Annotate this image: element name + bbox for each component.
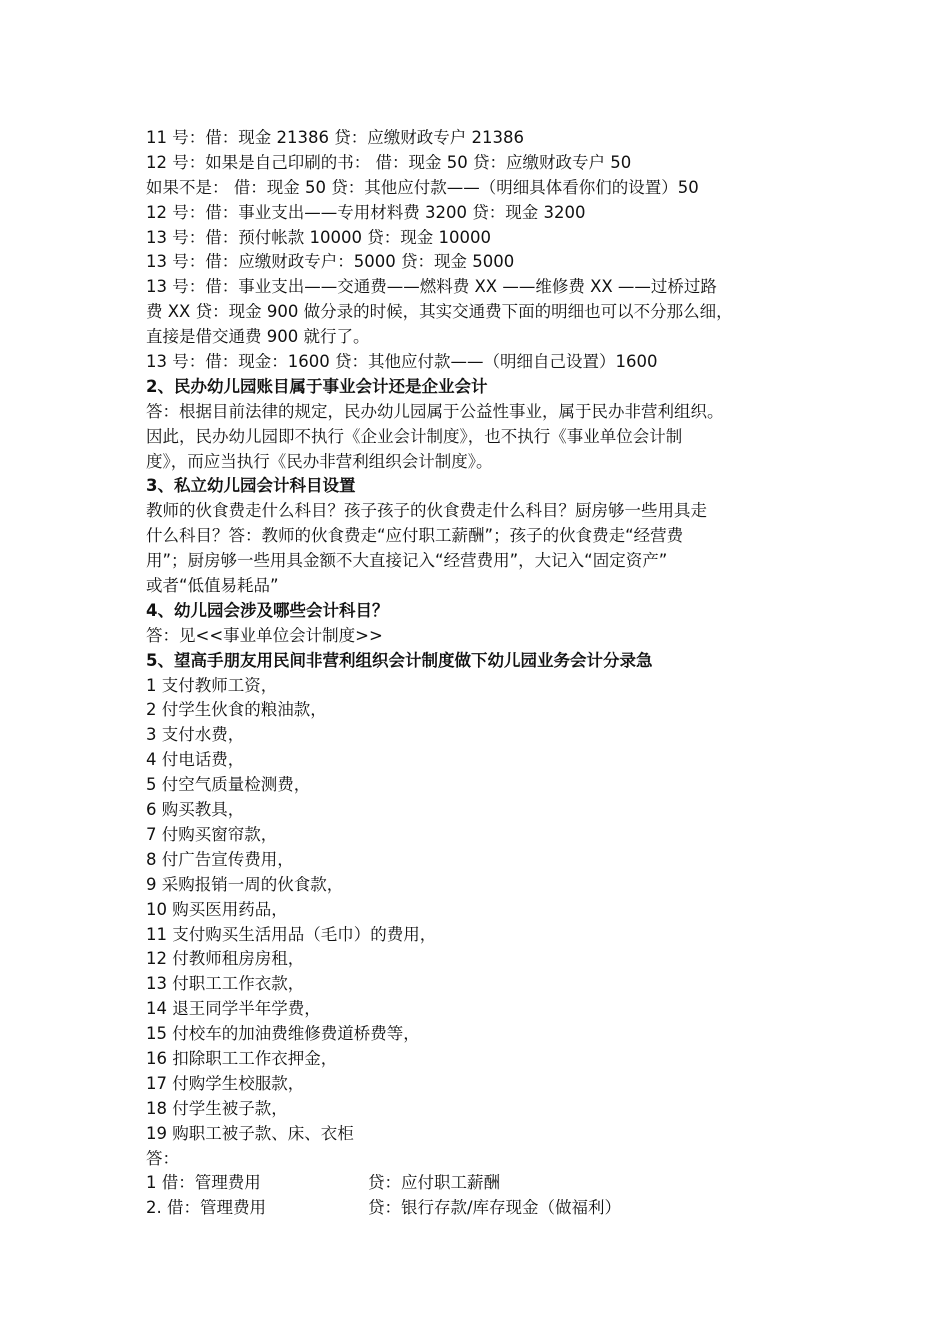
debit-text: 2. 借：管理费用 bbox=[146, 1198, 266, 1218]
list-item: 11 支付购买生活用品（毛巾）的费用， bbox=[146, 924, 437, 944]
list-item: 19 购职工被子款、床、衣柜 bbox=[146, 1123, 354, 1143]
list-item: 8 付广告宣传费用， bbox=[146, 849, 294, 869]
text-line: 答：见<<事业单位会计制度>> bbox=[146, 625, 383, 645]
list-item: 15 付校车的加油费维修费道桥费等， bbox=[146, 1024, 420, 1044]
text-line: 11 号：借：现金 21386 贷：应缴财政专户 21386 bbox=[146, 128, 524, 147]
list-item: 1 支付教师工资， bbox=[146, 675, 278, 695]
text-line: 13 号：借：事业支出——交通费——燃料费 XX ——维修费 XX ——过桥过路 bbox=[146, 277, 717, 297]
text-line: 或者“低值易耗品” bbox=[146, 576, 279, 596]
section-heading: 5、望高手朋友用民间非营利组织会计制度做下幼儿园业务会计分录急 bbox=[146, 650, 653, 670]
list-item: 2 付学生伙食的粮油款， bbox=[146, 700, 327, 720]
text-line: 费 XX 贷：现金 900 做分录的时候，其实交通费下面的明细也可以不分那么细， bbox=[146, 302, 733, 322]
text-line: 用”；厨房够一些用具金额不大直接记入“经营费用”，大记入“固定资产” bbox=[146, 551, 668, 571]
text-line: 什么科目？答：教师的伙食费走“应付职工薪酬”；孩子的伙食费走“经营费 bbox=[146, 526, 684, 546]
text-line: 13 号：借：应缴财政专户：5000 贷：现金 5000 bbox=[146, 252, 515, 272]
section-heading: 2、民办幼儿园账目属于事业会计还是企业会计 bbox=[146, 376, 488, 396]
list-item: 6 购买教具， bbox=[146, 800, 245, 820]
text-line: 13 号：借：现金：1600 贷：其他应付款——（明细自己设置）1600 bbox=[146, 352, 658, 372]
list-item: 10 购买医用药品， bbox=[146, 899, 288, 919]
text-line: 12 号：借：事业支出——专用材料费 3200 贷：现金 3200 bbox=[146, 202, 586, 222]
list-item: 9 采购报销一周的伙食款， bbox=[146, 874, 344, 894]
text-line: 答：根据目前法律的规定，民办幼儿园属于公益性事业，属于民办非营利组织。 bbox=[146, 401, 724, 421]
text-line: 教师的伙食费走什么科目？孩子孩子的伙食费走什么科目？厨房够一些用具走 bbox=[146, 501, 707, 521]
section-heading: 4、幼儿园会涉及哪些会计科目？ bbox=[146, 600, 389, 620]
journal-entry bbox=[146, 1171, 826, 1196]
credit-text: 贷：应付职工薪酬 bbox=[368, 1173, 500, 1193]
text-line: 如果不是： 借：现金 50 贷：其他应付款——（明细具体看你们的设置）50 bbox=[146, 177, 699, 197]
list-item: 7 付购买窗帘款， bbox=[146, 824, 278, 844]
list-item: 18 付学生被子款， bbox=[146, 1098, 288, 1118]
document-body bbox=[146, 126, 826, 1221]
list-item: 5 付空气质量检测费， bbox=[146, 775, 311, 795]
text-line: 13 号：借：预付帐款 10000 贷：现金 10000 bbox=[146, 227, 491, 247]
text-line: 直接是借交通费 900 就行了。 bbox=[146, 327, 370, 347]
answer-label: 答： bbox=[146, 1148, 179, 1168]
list-item: 17 付购学生校服款， bbox=[146, 1073, 305, 1093]
text-line: 12 号：如果是自己印刷的书： 借：现金 50 贷：应缴财政专户 50 bbox=[146, 152, 632, 172]
list-item: 14 退王同学半年学费， bbox=[146, 999, 321, 1019]
text-line: 度》，而应当执行《民办非营利组织会计制度》。 bbox=[146, 451, 493, 471]
list-item: 16 扣除职工工作衣押金， bbox=[146, 1048, 338, 1068]
text-line: 因此，民办幼儿园即不执行《企业会计制度》，也不执行《事业单位会计制 bbox=[146, 426, 683, 446]
journal-entry bbox=[146, 1196, 826, 1221]
credit-text: 贷：银行存款/库存现金（做福利） bbox=[368, 1198, 622, 1218]
list-item: 3 支付水费， bbox=[146, 725, 245, 745]
list-item: 4 付电话费， bbox=[146, 750, 245, 770]
section-heading: 3、私立幼儿园会计科目设置 bbox=[146, 476, 356, 496]
list-item: 13 付职工工作衣款， bbox=[146, 974, 305, 994]
list-item: 12 付教师租房房租， bbox=[146, 949, 305, 969]
debit-text: 1 借：管理费用 bbox=[146, 1173, 261, 1193]
